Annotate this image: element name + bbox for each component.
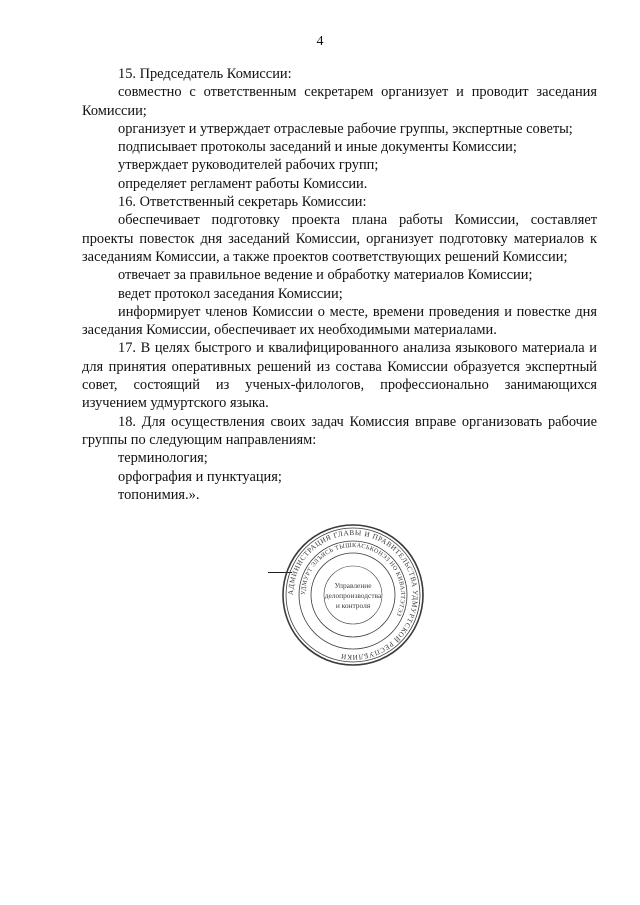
paragraph: обеспечивает подготовку проекта плана работы Комиссии, составляет проекты повесток дня заседаний Комиссии, организует подготовку материалов к заседаниям Комиссии, а также проектов соответствующих решений Комиссии; [82, 212, 597, 265]
page-number: 4 [316, 34, 324, 49]
paragraph: отвечает за правильное ведение и обработку материалов Комиссии; [118, 267, 533, 284]
seal-center-line: и контроля [335, 601, 371, 610]
paragraph: 15. Председатель Комиссии: [118, 66, 292, 82]
paragraph: 18. Для осуществления своих задач Комиссия вправе организовать рабочие группы по следующим направлениям: [82, 413, 597, 448]
paragraph: ведет протокол заседания Комиссии; [118, 285, 343, 302]
paragraph: подписывает протоколы заседаний и иные документы Комиссии; [118, 139, 517, 156]
paragraph: утверждает руководителей рабочих групп; [118, 157, 379, 174]
paragraph: организует и утверждает отраслевые рабочие группы, экспертные советы; [118, 120, 573, 137]
paragraph: топонимия.». [118, 486, 200, 503]
official-seal [278, 520, 428, 670]
paragraph: совместно с ответственным секретарем организует и проводит заседания Комиссии; [82, 84, 597, 119]
paragraph: информирует членов Комиссии о месте, времени проведения и повестке дня заседания Комиссии, обеспечивает их необходимыми материалами. [82, 303, 597, 339]
paragraph: 17. В целях быстрого и квалифицированного анализа языкового материала и для принятия оперативных решений из состава Комиссии образуется экспертный совет, состоящий из ученых-филологов, профессионально занимающихся изучением удмуртского языка. [82, 340, 597, 412]
seal-center-line: делопроизводства [324, 591, 382, 600]
paragraph: определяет регламент работы Комиссии. [118, 175, 368, 192]
document-body [82, 65, 597, 504]
seal-center-line: Управление [334, 581, 372, 590]
seal-inner-text: УДМУРТ ЭЛЪЯСЬ ТЫШКАСЬКОНЭЗ НО КИВАЛТЭТЭЗ [299, 541, 407, 618]
seal-outer-text: АДМИНИСТРАЦИЯ ГЛАВЫ И ПРАВИТЕЛЬСТВА УДМУРТСКОЙ РЕСПУБЛИКИ [286, 528, 420, 662]
paragraph: орфография и пунктуация; [118, 468, 282, 485]
paragraph: 16. Ответственный секретарь Комиссии: [118, 194, 367, 211]
paragraph: терминология; [118, 450, 208, 467]
